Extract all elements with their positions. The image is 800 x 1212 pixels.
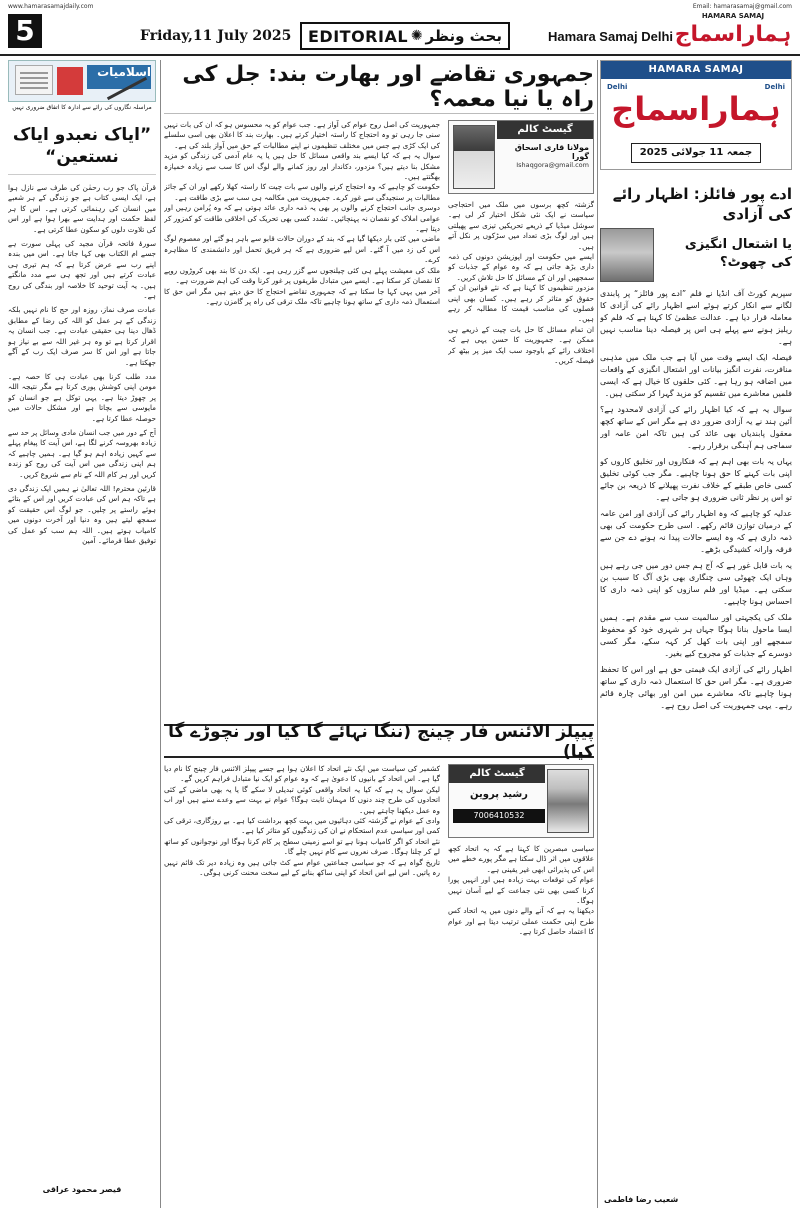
email-address[interactable]: Email: hamarasamaj@gmail.com xyxy=(692,3,792,10)
paragraph: ایسے میں حکومت اور اپوزیشن دونوں کی ذمہ داری بڑھ جاتی ہے کہ وہ عوام کے جذبات کو سمجھیں اور ان کے مسائل کا حل تلاش کریں۔ xyxy=(448,252,594,282)
article2-side-body xyxy=(448,844,594,1200)
guest-author-name: رشید پروین xyxy=(470,789,528,800)
banner-illustration xyxy=(8,60,156,102)
paragraph: عدلیہ کو چاہیے کہ وہ اظہار رائے کی آزادی اور امن عامہ کے درمیان توازن قائم رکھے۔ اسی طرح حکومت کی بھی ذمہ داری ہے کہ وہ ایسے حالات پیدا نہ ہونے دے جن سے فرقہ وارانہ کشیدگی بڑھے۔ xyxy=(600,509,792,554)
guest-column-box xyxy=(448,120,594,194)
editorial-headline-row xyxy=(600,228,792,282)
author-photo xyxy=(453,125,495,189)
banner-disclaimer: مراسلہ نگاروں کی رائے سے ادارہ کا اتفاق ضروری نہیں xyxy=(12,104,152,111)
left-column-article xyxy=(8,60,156,1208)
article2-headline: پیپلز الائنس فار چینج (ننگا نہائے گا کیا اور نچوڑے گا کیا) xyxy=(164,724,594,758)
masthead-ur: ہماراسماج xyxy=(611,90,781,128)
paragraph: عوام کی توقعات بہت زیادہ ہیں اور انہیں پورا کرنا کسی بھی نئی جماعت کے لیے آسان نہیں ہوگا۔ xyxy=(448,875,594,906)
article1-body xyxy=(164,120,440,720)
guest-column-label: گیسٹ کالم xyxy=(449,765,545,783)
left-author: قیصر محمود عراقی xyxy=(42,1185,122,1194)
masthead-city-left: Delhi xyxy=(607,83,628,91)
paragraph: عبادت صرف نماز، روزہ اور حج کا نام نہیں بلکہ زندگی کے ہر عمل کو اللہ کی رضا کے مطابق ڈھال دینا ہی حقیقی عبادت ہے۔ جب انسان یہ اقرار کرتا ہے تو وہ ہر غیر اللہ سے بے نیاز ہو جاتا ہے اور اس کا سر صرف ایک رب کے آگے جھکتا ہے۔ xyxy=(8,305,156,367)
guest-author-phone: 7006410532 xyxy=(453,809,545,823)
right-column xyxy=(600,60,792,1208)
guest-author-name: مولانا قاری اسحاق گورا xyxy=(514,143,589,161)
paragraph: تاریخ گواہ ہے کہ جو سیاسی جماعتیں عوام سے کٹ جاتی ہیں وہ زیادہ دیر تک قائم نہیں رہ پاتیں۔ اس لیے اس اتحاد کو اپنی ساکھ بنانے کے لیے سخت محنت کرنی ہوگی۔ xyxy=(164,857,440,878)
article1-headline: جمہوری تقاضے اور بھارت بند: جل کی راہ یا نیا معمہ؟ xyxy=(164,60,594,114)
guest-author-email[interactable]: Ishaqgora@gmail.com xyxy=(516,161,589,169)
paper-name: Hamara Samaj Delhi xyxy=(548,29,674,44)
article1-side xyxy=(448,120,594,720)
website-url[interactable]: www.hamarasamajdaily.com xyxy=(8,3,94,10)
paragraph: آخر میں یہی کہا جا سکتا ہے کہ جمہوری تقاضے احتجاج کا حق دیتے ہیں مگر اس حق کا استعمال ذمہ داری کے ساتھ ہونا چاہیے تاکہ ملک ترقی کی راہ پر گامزن رہے۔ xyxy=(164,286,440,306)
article2 xyxy=(164,764,594,1204)
letters-icon xyxy=(57,67,83,95)
left-headline: ”ایاک نعبدو ایاک نستعین“ xyxy=(8,120,156,175)
column-divider xyxy=(160,60,161,1208)
editorial-body xyxy=(600,288,792,1188)
section-title-ur: بحث ونظر xyxy=(425,27,502,45)
editorial-subheadline: یا اشتعال انگیزی کی چھوٹ؟ xyxy=(684,237,792,270)
author-photo xyxy=(600,228,654,282)
paragraph: نئے اتحاد کو اگر کامیاب ہونا ہے تو اسے زمینی سطح پر کام کرنا ہوگا اور نوجوانوں کو ساتھ لے کر چلنا ہوگا۔ صرف نعروں سے کام نہیں چلے گا۔ xyxy=(164,836,440,857)
masthead-date: جمعہ 11 جولائی 2025 xyxy=(631,143,761,163)
paragraph: لیکن سوال یہ ہے کہ کیا یہ اتحاد واقعی کوئی تبدیلی لا سکے گا یا یہ بھی ماضی کے کئی اتحادوں کی طرح چند دنوں کا مہمان ثابت ہوگا؟ عوام نے بہت سے وعدے سنے ہیں اور اب وہ عمل دیکھنا چاہتے ہیں۔ xyxy=(164,784,440,815)
paragraph: آج کے دور میں جب انسان مادی وسائل پر حد سے زیادہ بھروسہ کرنے لگا ہے، اس آیت کا پیغام پہلے سے کہیں زیادہ اہم ہو گیا ہے۔ ہمیں چاہیے کہ ہم اپنی زندگی میں اس آیت کی روح کو زندہ کریں اور ہر کام اللہ کے نام سے شروع کریں۔ xyxy=(8,427,156,479)
banner-title: اسلامیات xyxy=(97,65,151,79)
article1-side-body xyxy=(448,200,594,716)
masthead-city-right: Delhi xyxy=(764,83,785,91)
paragraph: اظہار رائے کی آزادی ایک قیمتی حق ہے اور اس کا تحفظ ضروری ہے۔ مگر اس حق کا استعمال ذمہ داری کے ساتھ ہونا چاہیے تاکہ معاشرے میں امن اور بھائی چارہ قائم رہے۔ یہی جمہوریت کی اصل روح ہے۔ xyxy=(600,665,792,710)
paragraph: سپریم کورٹ آف انڈیا نے فلم ”ادے پور فائلز“ پر پابندی لگانے سے انکار کرتے ہوئے اسے اظہار رائے کی آزادی کا معاملہ قرار دیا ہے۔ عدالت عظمیٰ کا کہنا ہے کہ فلم کو ریلیز ہونے سے پہلے ہی اس پر فیصلہ دینا مناسب نہیں ہے۔ xyxy=(600,289,792,346)
header-logo-en: HAMARA SAMAJ xyxy=(701,12,765,20)
paragraph: مزدور تنظیموں کا کہنا ہے کہ نئے قوانین ان کے حقوق کو متاثر کر رہے ہیں۔ کسان بھی اپنی فصلوں کی مناسب قیمت کا مطالبہ کر رہے ہیں۔ xyxy=(448,283,594,324)
masthead-en: HAMARA SAMAJ xyxy=(601,61,791,79)
masthead xyxy=(600,60,792,170)
newspaper-icon xyxy=(15,65,53,95)
paragraph: قرآن پاک جو رب رحمٰن کی طرف سے نازل ہوا ہے، ایک ایسی کتاب ہے جو زندگی کے ہر شعبے میں انسان کی رہنمائی کرتی ہے۔ اس کا ہر لفظ حکمت اور ہدایت سے بھرا ہوا ہے اور اس کی تلاوت دلوں کو سکون عطا کرتی ہے۔ xyxy=(8,183,156,234)
paragraph: کشمیر کی سیاست میں ایک نئے اتحاد کا اعلان ہوا ہے جسے پیپلز الائنس فار چینج کا نام دیا گیا ہے۔ اس اتحاد کے بانیوں کا دعویٰ ہے کہ وہ عوام کو ایک نیا متبادل فراہم کریں گے۔ xyxy=(164,764,440,784)
editorial-article xyxy=(600,182,792,1204)
paragraph: مدد طلب کرنا بھی عبادت ہی کا حصہ ہے۔ مومن اپنی کوشش پوری کرتا ہے مگر نتیجہ اللہ پر چھوڑ دیتا ہے۔ یہی توکل ہے جو انسان کو مایوسی سے بچاتا ہے اور مشکل حالات میں حوصلہ عطا کرتا ہے۔ xyxy=(8,371,156,423)
paragraph: سورۂ فاتحہ قرآن مجید کی پہلی سورت ہے جسے ام الکتاب بھی کہا جاتا ہے۔ اس میں بندہ اپنے رب سے عرض کرتا ہے کہ ہم تیری ہی عبادت کرتے ہیں اور تجھ ہی سے مدد مانگتے ہیں۔ یہ آیت توحید کا خلاصہ اور بندگی کی روح ہے۔ xyxy=(8,239,156,301)
editorial-headline: ادے پور فائلز: اظہار رائے کی آزادی xyxy=(612,185,792,223)
paragraph: قارئین محترم! اللہ تعالیٰ نے ہمیں ایک زندگی دی ہے تاکہ ہم اس کی عبادت کریں اور اس کے بتائے ہوئے راستے پر چلیں۔ جو لوگ اس حقیقت کو سمجھ لیتے ہیں وہ دنیا اور آخرت دونوں میں کامیاب ہوتے ہیں۔ اللہ ہم سب کو عمل کی توفیق عطا فرمائے۔ آمین xyxy=(8,483,156,545)
paragraph: وادی کے عوام نے گزشتہ کئی دہائیوں میں بہت کچھ برداشت کیا ہے۔ بے روزگاری، ترقی کی کمی اور سیاسی عدم استحکام نے ان کی زندگیوں کو متاثر کیا ہے۔ xyxy=(164,816,440,836)
paragraph: جمہوریت کی اصل روح عوام کی آواز ہے۔ جب عوام کو یہ محسوس ہو کہ ان کی بات نہیں سنی جا رہی تو وہ احتجاج کا راستہ اختیار کرتے ہیں۔ بھارت بند کا اعلان بھی اسی سلسلے کی ایک کڑی ہے جس میں مختلف تنظیموں نے اپنے مطالبات کے حق میں آواز بلند کی ہے۔ xyxy=(164,120,440,150)
article2-side xyxy=(448,764,594,1204)
guest-column-label: گیسٹ کالم xyxy=(497,121,593,139)
paragraph: دیکھنا یہ ہے کہ آنے والے دنوں میں یہ اتحاد کس طرح اپنی حکمت عملی ترتیب دیتا ہے اور عوام کا اعتماد حاصل کرتا ہے۔ xyxy=(448,906,594,937)
guest-column-box-2 xyxy=(448,764,594,838)
paragraph: فیصلہ ایک ایسے وقت میں آیا ہے جب ملک میں مذہبی منافرت، نفرت انگیز بیانات اور اشتعال انگیزی کے واقعات میں اضافہ ہو رہا ہے۔ کئی حلقوں کا خیال ہے کہ ایسی فلمیں معاشرے میں تقسیم کو مزید گہرا کر سکتی ہیں۔ xyxy=(600,353,792,398)
header-logo-ur: ہماراسماج xyxy=(674,22,792,47)
paragraph: ملک کی معیشت پہلے ہی کئی چیلنجوں سے گزر رہی ہے۔ ایک دن کا بند بھی کروڑوں روپے کا نقصان کر سکتا ہے۔ ایسے میں متبادل طریقوں پر غور کرنا وقت کی اہم ضرورت ہے۔ xyxy=(164,265,440,286)
paragraph: دوسری جانب احتجاج کرنے والوں پر بھی یہ ذمہ داری عائد ہوتی ہے کہ وہ پُرامن رہیں اور عوامی املاک کو نقصان نہ پہنچائیں۔ تشدد کسی بھی تحریک کی اخلاقی طاقت کو کمزور کر دیتا ہے۔ xyxy=(164,203,440,234)
islamiat-banner xyxy=(8,60,156,114)
paragraph: سوال یہ ہے کہ کیا اظہار رائے کی آزادی لامحدود ہے؟ آئین ہند نے یہ آزادی ضرور دی ہے مگر اس کے ساتھ کچھ معقول پابندیاں بھی عائد کی ہیں تاکہ امن عامہ اور سماجی ہم آہنگی برقرار رہے۔ xyxy=(600,405,792,450)
paragraph: سوال یہ ہے کہ کیا ایسے بند واقعی مسائل کا حل ہیں یا یہ عام آدمی کی زندگی کو مزید مشکل بنا دیتے ہیں؟ مزدور، دکاندار اور روز کمانے والے لوگ اس کا سب سے زیادہ خمیازہ بھگتتے ہیں۔ xyxy=(164,151,440,182)
issue-date: Friday,11 July 2025 xyxy=(140,28,292,44)
column-divider xyxy=(597,60,598,1208)
header-logo xyxy=(674,12,792,52)
page-number: 5 xyxy=(8,14,42,48)
paragraph: حکومت کو چاہیے کہ وہ احتجاج کرنے والوں سے بات چیت کا راستہ کھلا رکھے اور ان کے جائز مطالبات پر سنجیدگی سے غور کرے۔ جمہوریت میں مکالمہ ہی سب سے بڑی طاقت ہے۔ xyxy=(164,182,440,202)
paragraph: گزشتہ کچھ برسوں میں ملک میں احتجاجی سیاست نے ایک نئی شکل اختیار کر لی ہے۔ سوشل میڈیا کے ذریعے تحریکیں تیزی سے پھیلتی ہیں اور لوگ بڑی تعداد میں سڑکوں پر نکل آتے ہیں۔ xyxy=(448,200,594,251)
page-header xyxy=(0,0,800,56)
article2-body xyxy=(164,764,440,1204)
author-photo xyxy=(547,769,589,833)
paragraph: یہ بات قابل غور ہے کہ آج ہم جس دور میں جی رہے ہیں وہاں ایک چھوٹی سی چنگاری بھی بڑی آگ کا سبب بن سکتی ہے۔ میڈیا اور فلم سازوں کو اپنی ذمہ داری کا احساس ہونا چاہیے۔ xyxy=(600,561,792,606)
paragraph: یہاں یہ بات بھی اہم ہے کہ فنکاروں اور تخلیق کاروں کو اپنی بات کہنے کا حق ہونا چاہیے۔ مگر جب کوئی تخلیق کسی خاص طبقے کے خلاف نفرت پھیلانے کا ذریعہ بن جائے تو اس پر نظر ثانی ضروری ہو جاتی ہے۔ xyxy=(600,457,792,502)
paragraph: سیاسی مبصرین کا کہنا ہے کہ یہ اتحاد کچھ علاقوں میں اثر ڈال سکتا ہے مگر پورے خطے میں اس کی پذیرائی ابھی غیر یقینی ہے۔ xyxy=(448,844,594,874)
section-banner xyxy=(300,22,510,50)
left-body xyxy=(8,183,156,1143)
editorial-author: شعیب رضا فاطمی xyxy=(604,1195,679,1204)
paragraph: ملک کی یکجہتی اور سالمیت سب سے مقدم ہے۔ ہمیں ایسا ماحول بنانا ہوگا جہاں ہر شہری خود کو محفوظ سمجھے اور اپنی بات کھل کر کہہ سکے، مگر کسی دوسرے کے جذبات کو مجروح کیے بغیر۔ xyxy=(600,613,792,658)
paragraph: ان تمام مسائل کا حل بات چیت کے ذریعے ہی ممکن ہے۔ جمہوریت کا حسن یہی ہے کہ اختلاف رائے کے باوجود سب ایک میز پر بیٹھ کر فیصلہ کریں۔ xyxy=(448,324,594,366)
paragraph: ماضی میں کئی بار دیکھا گیا ہے کہ بند کے دوران حالات قابو سے باہر ہو گئے اور معصوم لوگ اس کی زد میں آ گئے۔ اس لیے ضروری ہے کہ ہر فریق تحمل اور دانشمندی کا مظاہرہ کرے۔ xyxy=(164,234,440,265)
article1 xyxy=(164,120,594,720)
star-icon: ✺ xyxy=(410,28,423,44)
section-title-en: EDITORIAL xyxy=(308,26,409,46)
middle-column xyxy=(164,60,594,1208)
